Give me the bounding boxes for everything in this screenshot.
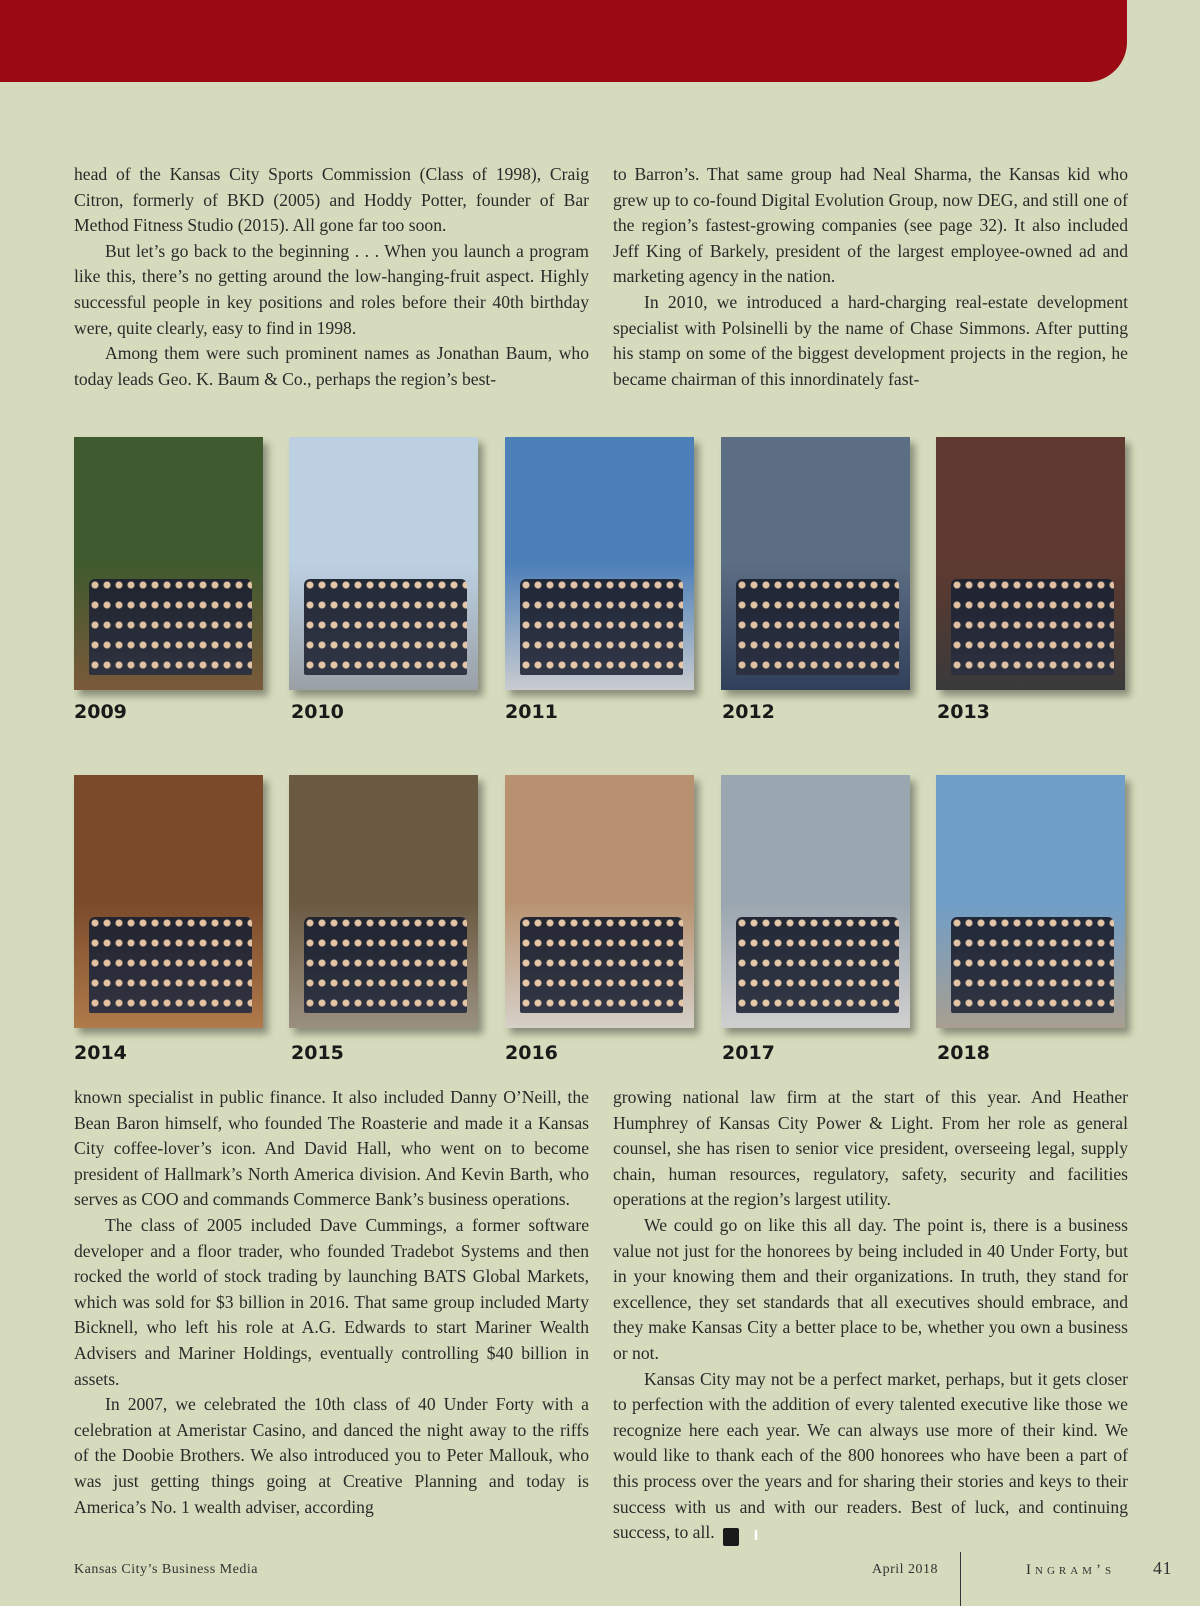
- group-of-people: [520, 579, 683, 675]
- group-of-people: [951, 579, 1114, 675]
- group-photo-2018: [936, 775, 1125, 1028]
- top-banner: [0, 0, 1127, 82]
- photo-year-label: 2010: [291, 701, 344, 723]
- photo-year-label: 2015: [291, 1042, 344, 1064]
- group-photo-2014: [74, 775, 263, 1028]
- paragraph: known specialist in public finance. It also included Danny O’Neill, the Bean Baron himself, who founded The Roasterie and made it a Kansas City coffee-lover’s icon. And David Hall, who went on to become president of Hallmark’s North America division. And Kevin Barth, who serves as COO and commands Commerce Bank’s business operations.: [74, 1087, 589, 1210]
- group-photo-2010: [289, 437, 478, 690]
- group-of-people: [736, 917, 899, 1013]
- photo-year-label: 2011: [505, 701, 558, 723]
- photo-year-label: 2014: [74, 1042, 127, 1064]
- footer-publication: Kansas City’s Business Media: [74, 1562, 258, 1577]
- paragraph-text: Kansas City may not be a perfect market, perhaps, but it gets closer to perfection with the addition of every talented executive like those we recognize here each year. We can always use more of their kind. We would like to thank each of the 800 honorees who have been a part of this process over the years and for sharing their stories and keys to their success with us and with our readers. Best of luck, and continuing success, to all.: [613, 1368, 1128, 1543]
- paragraph: In 2010, we introduced a hard-charging real-estate development specialist with Polsinelli by the name of Chase Simmons. After putting his stamp on some of the biggest development projects in the region, he became chairman of this innordinately fast-: [613, 291, 1128, 389]
- text-column-bottom-left: [74, 1085, 589, 1520]
- photo-year-label: 2009: [74, 701, 127, 723]
- paragraph: head of the Kansas City Sports Commission (Class of 1998), Craig Citron, formerly of BKD (2005) and Hoddy Potter, founder of Bar Method Fitness Studio (2015). All gone far too soon.: [74, 164, 589, 236]
- group-photo-2011: [505, 437, 694, 690]
- group-photo-2012: [721, 437, 910, 690]
- group-photo-2015: [289, 775, 478, 1028]
- page-number: 41: [1153, 1558, 1172, 1578]
- photo-year-label: 2013: [937, 701, 990, 723]
- group-photo-2013: [936, 437, 1125, 690]
- group-of-people: [520, 917, 683, 1013]
- group-photo-2009: [74, 437, 263, 690]
- paragraph: to Barron’s. That same group had Neal Sharma, the Kansas kid who grew up to co-found Digital Evolution Group, now DEG, and still one of the region’s fastest-growing companies (see page 32). It also included Jeff King of Barkely, president of the largest employee-owned ad and marketing agency in the nation.: [613, 164, 1128, 287]
- photo-year-label: 2017: [722, 1042, 775, 1064]
- text-column-bottom-right: [613, 1085, 1128, 1546]
- photo-year-label: 2018: [937, 1042, 990, 1064]
- paragraph: In 2007, we celebrated the 10th class of 40 Under Forty with a celebration at Ameristar Casino, and danced the night away to the riffs of the Doobie Brothers. We also introduced you to Peter Mallouk, who was just getting things going at Creative Planning and today is America’s No. 1 wealth adviser, according: [74, 1394, 589, 1517]
- paragraph: But let’s go back to the beginning . . . When you launch a program like this, there’s no getting around the low-hanging-fruit aspect. Highly successful people in key positions and roles before their 40th birthday were, quite clearly, easy to find in 1998.: [74, 240, 589, 338]
- paragraph: growing national law firm at the start of this year. And Heather Humphrey of Kansas City Power & Light. From her role as general counsel, she has risen to senior vice president, overseeing legal, supply chain, human resources, regulatory, safety, security and facilities operations at the region’s largest utility.: [613, 1087, 1128, 1210]
- footer-divider: [960, 1552, 961, 1606]
- footer-date: April 2018: [872, 1562, 939, 1577]
- text-column-top-left: [74, 162, 589, 392]
- group-of-people: [736, 579, 899, 675]
- group-of-people: [951, 917, 1114, 1013]
- group-of-people: [304, 579, 467, 675]
- footer-brand: Ingram’s: [1026, 1562, 1116, 1578]
- group-photo-2017: [721, 775, 910, 1028]
- end-mark-icon: I: [723, 1528, 739, 1546]
- group-of-people: [89, 579, 252, 675]
- group-photo-2016: [505, 775, 694, 1028]
- text-column-top-right: [613, 162, 1128, 392]
- photo-year-label: 2016: [505, 1042, 558, 1064]
- paragraph: The class of 2005 included Dave Cummings, a former software developer and a floor trader, who founded Tradebot Systems and then rocked the world of stock trading by launching BATS Global Markets, which was sold for $3 billion in 2016. That same group included Marty Bicknell, who left his role at A.G. Edwards to start Mariner Wealth Advisers and Mariner Holdings, eventually controlling $40 billion in assets.: [74, 1214, 589, 1389]
- paragraph: Among them were such prominent names as Jonathan Baum, who today leads Geo. K. Baum & Co., perhaps the region’s best-: [74, 343, 589, 389]
- group-of-people: [89, 917, 252, 1013]
- photo-year-label: 2012: [722, 701, 775, 723]
- group-of-people: [304, 917, 467, 1013]
- paragraph: [613, 1367, 1128, 1547]
- paragraph: We could go on like this all day. The point is, there is a business value not just for the honorees by being included in 40 Under Forty, but in your knowing them and their organizations. In truth, they stand for excellence, they set standards that all executives should embrace, and they make Kansas City a better place to be, whether you own a business or not.: [613, 1214, 1128, 1363]
